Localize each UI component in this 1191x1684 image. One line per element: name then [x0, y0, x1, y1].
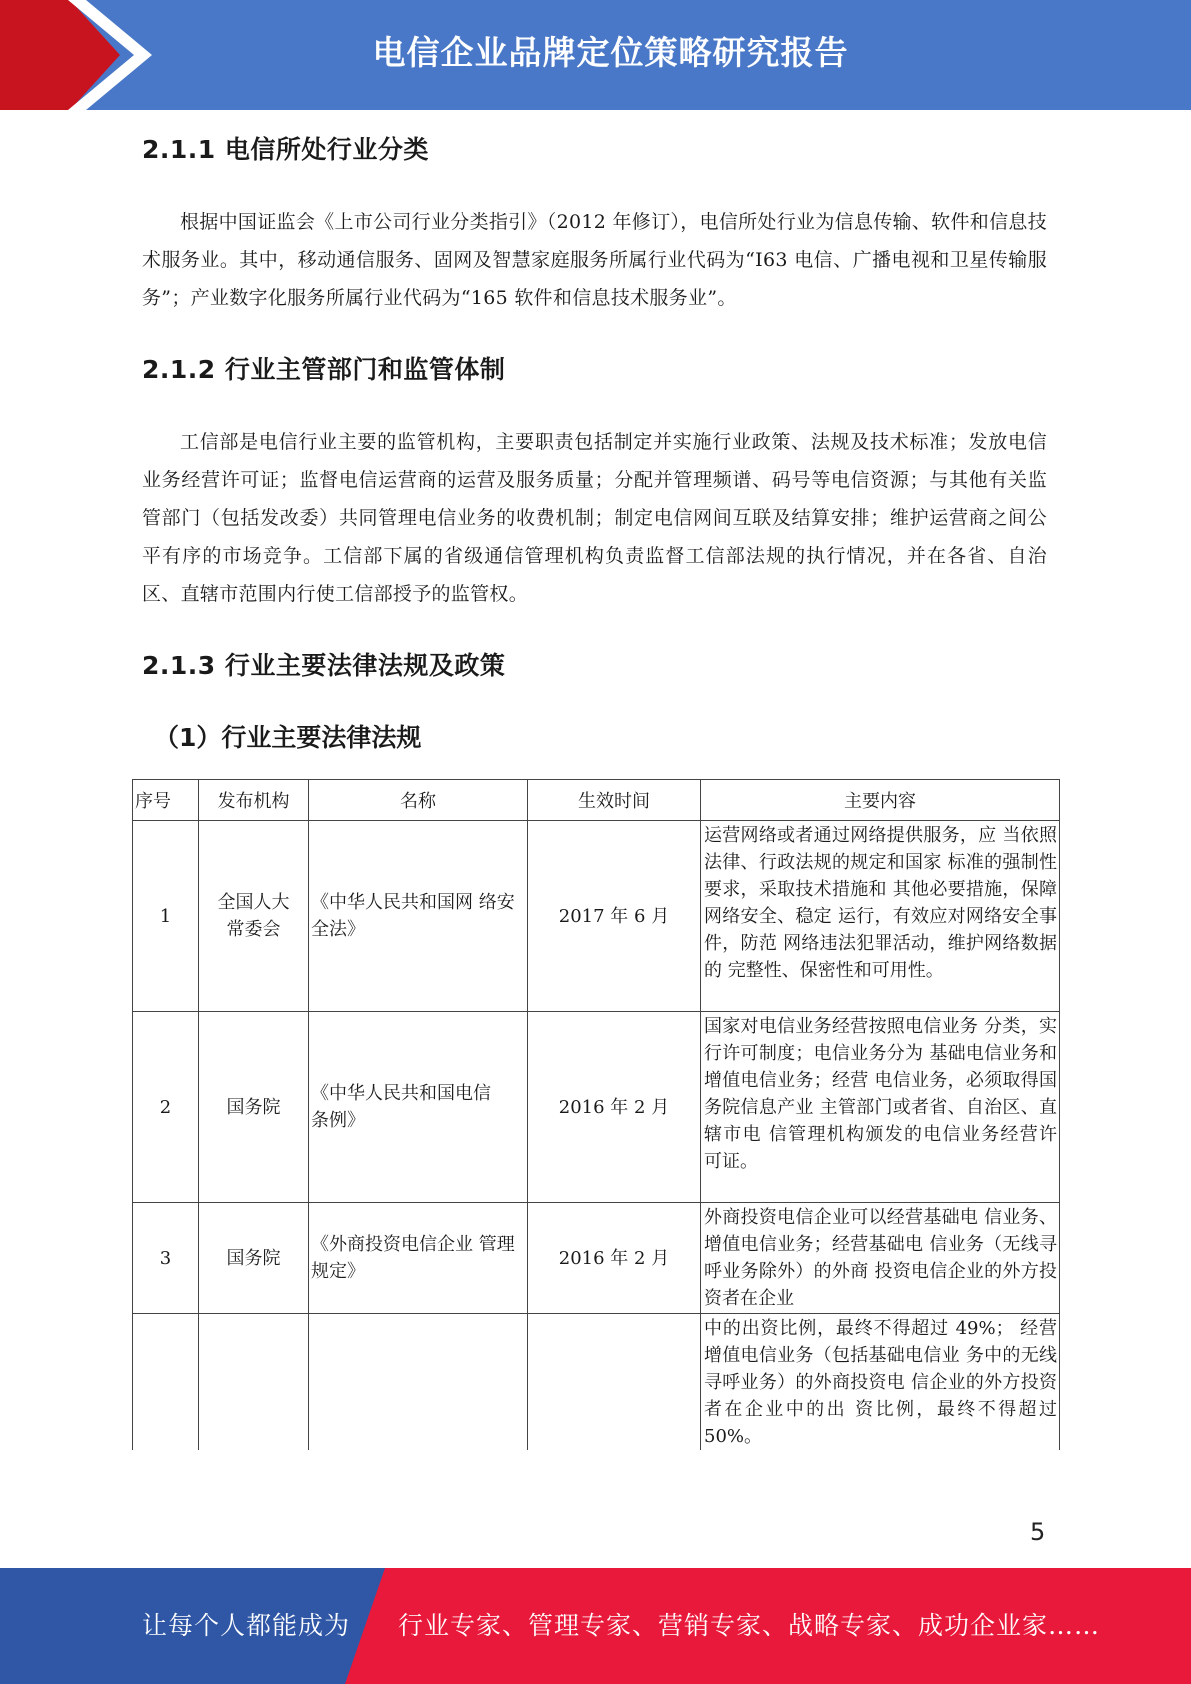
cell-agency: 全国人大常委会: [199, 821, 309, 1012]
cell-date: 2017 年 6 月: [528, 821, 701, 1012]
section-heading-2-1-1: 2.1.1 电信所处行业分类: [142, 135, 429, 164]
col-header-no: 序号: [133, 780, 199, 821]
table-row: [133, 1203, 1060, 1314]
cell-name: 《外商投资电信企业 管理规定》: [309, 1203, 528, 1314]
cell-no: [133, 1314, 199, 1451]
cell-content: 国家对电信业务经营按照电信业务 分类，实行许可制度；电信业务分为 基础电信业务和增值电信业务；经营 电信业务，必须取得国务院信息产业 主管部门或者省、自治区、直辖市电 信管理机构颁发的电信业务经营许 可证。: [701, 1012, 1060, 1203]
table-row: [133, 821, 1060, 1012]
cell-content: 外商投资电信企业可以经营基础电 信业务、增值电信业务；经营基础电 信业务（无线寻呼业务除外）的外商 投资电信企业的外方投资者在企业: [701, 1203, 1060, 1314]
sub-heading-laws: （1）行业主要法律法规: [154, 723, 422, 752]
table-header-row: [133, 780, 1060, 821]
cell-date: 2016 年 2 月: [528, 1203, 701, 1314]
report-title: 电信企业品牌定位策略研究报告: [372, 33, 849, 72]
cell-content: 中的出资比例，最终不得超过 49%； 经营增值电信业务（包括基础电信业 务中的无线寻呼业务）的外商投资电 信企业的外方投资者在企业中的出 资比例，最终不得超过 50%。: [701, 1314, 1060, 1451]
section-body-2-1-1: 根据中国证监会《上市公司行业分类指引》（2012 年修订），电信所处行业为信息传输、软件和信息技术服务业。其中，移动通信服务、固网及智慧家庭服务所属行业代码为“I63 电信、广播电视和卫星传输服务”；产业数字化服务所属行业代码为“165 软件和信息技术服务业”。: [142, 211, 1047, 309]
cell-date: [528, 1314, 701, 1451]
col-header-agency: 发布机构: [199, 780, 309, 821]
cell-content: 运营网络或者通过网络提供服务，应 当依照法律、行政法规的规定和国家 标准的强制性要求，采取技术措施和 其他必要措施，保障网络安全、稳定 运行，有效应对网络安全事件，防范 网络违法犯罪活动，维护网络数据的 完整性、保密性和可用性。: [701, 821, 1060, 1012]
footer-slogan-right: 行业专家、管理专家、营销专家、战略专家、成功企业家……: [398, 1611, 1101, 1640]
col-header-name: 名称: [309, 780, 528, 821]
footer-banner: [0, 1568, 1191, 1684]
cell-name: 《中华人民共和国电信条例》: [309, 1012, 528, 1203]
section-body-2-1-2: 工信部是电信行业主要的监管机构，主要职责包括制定并实施行业政策、法规及技术标准；发放电信业务经营许可证；监督电信运营商的运营及服务质量；分配并管理频谱、码号等电信资源；与其他有关监管部门（包括发改委）共同管理电信业务的收费机制；制定电信网间互联及结算安排；维护运营商之间公平有序的市场竞争。工信部下属的省级通信管理机构负责监督工信部法规的执行情况，并在各省、自治区、直辖市范围内行使工信部授予的监管权。: [142, 431, 1047, 605]
main-content: [142, 130, 1047, 758]
cell-name: 《中华人民共和国网 络安全法》: [309, 821, 528, 1012]
header-banner: [0, 0, 1191, 110]
section-heading-2-1-2: 2.1.2 行业主管部门和监管体制: [142, 355, 506, 384]
cell-agency: [199, 1314, 309, 1451]
footer-slogan-left: 让每个人都能成为: [142, 1611, 351, 1640]
cell-no: 2: [133, 1012, 199, 1203]
page-number: 5: [1030, 1518, 1046, 1546]
cell-no: 3: [133, 1203, 199, 1314]
table-row: [133, 1314, 1060, 1451]
laws-table: [132, 779, 1060, 1450]
cell-agency: 国务院: [199, 1203, 309, 1314]
cell-date: 2016 年 2 月: [528, 1012, 701, 1203]
table-row: [133, 1012, 1060, 1203]
cell-name: [309, 1314, 528, 1451]
col-header-content: 主要内容: [701, 780, 1060, 821]
col-header-date: 生效时间: [528, 780, 701, 821]
cell-agency: 国务院: [199, 1012, 309, 1203]
section-heading-2-1-3: 2.1.3 行业主要法律法规及政策: [142, 651, 506, 680]
cell-no: 1: [133, 821, 199, 1012]
